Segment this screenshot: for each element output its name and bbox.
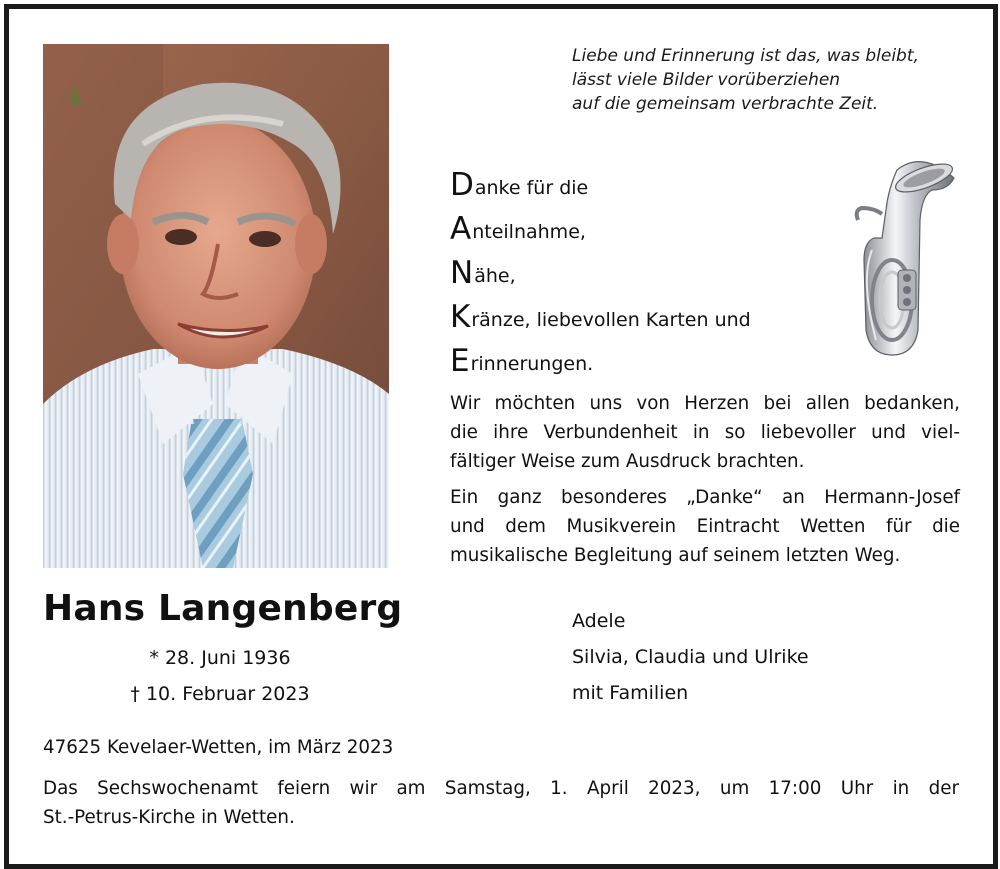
paragraph-line: die ihre Verbundenheit in so liebevoller und viel- — [450, 422, 960, 443]
acrostic-text: ähe, — [474, 265, 516, 287]
family-line: Adele — [572, 610, 626, 632]
paragraph-line: fältiger Weise zum Ausdruck brachten. — [450, 451, 805, 472]
portrait-photo — [43, 44, 389, 568]
acrostic-text: rinnerungen. — [470, 353, 594, 375]
death-date: † 10. Februar 2023 — [130, 683, 310, 705]
paragraph-line: und dem Musikverein Eintracht Wetten für die — [450, 516, 960, 537]
deceased-name: Hans Langenberg — [43, 588, 403, 629]
acrostic-row — [450, 290, 830, 334]
life-dates — [100, 640, 340, 712]
acrostic-initial: A — [450, 211, 472, 247]
mass-announcement — [43, 774, 959, 832]
paragraph-line: Wir möchten uns von Herzen bei allen bedanken, — [450, 393, 960, 414]
birth-date: * 28. Juni 1936 — [149, 647, 291, 669]
acrostic-row — [450, 246, 830, 290]
acrostic-text: ränze, liebevollen Karten und — [471, 309, 751, 331]
family-line: mit Familien — [572, 682, 689, 704]
family-signature — [572, 603, 809, 711]
special-thanks-paragraph — [450, 483, 960, 570]
acrostic-initial: N — [450, 255, 474, 291]
danke-acrostic — [450, 158, 830, 378]
acrostic-initial: D — [450, 167, 474, 203]
acrostic-row — [450, 158, 830, 202]
family-line: Silvia, Claudia und Ulrike — [572, 646, 809, 668]
thanks-paragraph — [450, 389, 960, 476]
poem-line: auf die gemeinsam verbrachte Zeit. — [572, 94, 879, 114]
acrostic-text: anke für die — [474, 177, 589, 199]
acrostic-row — [450, 202, 830, 246]
place-date: 47625 Kevelaer-Wetten, im März 2023 — [43, 737, 394, 758]
poem — [572, 44, 962, 116]
paragraph-line: musikalische Begleitung auf seinem letzten Weg. — [450, 545, 901, 566]
poem-line: lässt viele Bilder vorüberziehen — [572, 70, 841, 90]
acrostic-initial: K — [450, 299, 471, 335]
acrostic-row — [450, 334, 830, 378]
acrostic-initial: E — [450, 343, 470, 379]
mass-line: Das Sechswochenamt feiern wir am Samstag, 1. April 2023, um 17:00 Uhr in der — [43, 778, 959, 799]
mass-line: St.-Petrus-Kirche in Wetten. — [43, 807, 295, 828]
acrostic-text: nteilnahme, — [472, 221, 586, 243]
tenor-horn-icon — [852, 150, 960, 365]
paragraph-line: Ein ganz besonderes „Danke“ an Hermann-Josef — [450, 487, 960, 508]
poem-line: Liebe und Erinnerung ist das, was bleibt, — [572, 46, 919, 66]
